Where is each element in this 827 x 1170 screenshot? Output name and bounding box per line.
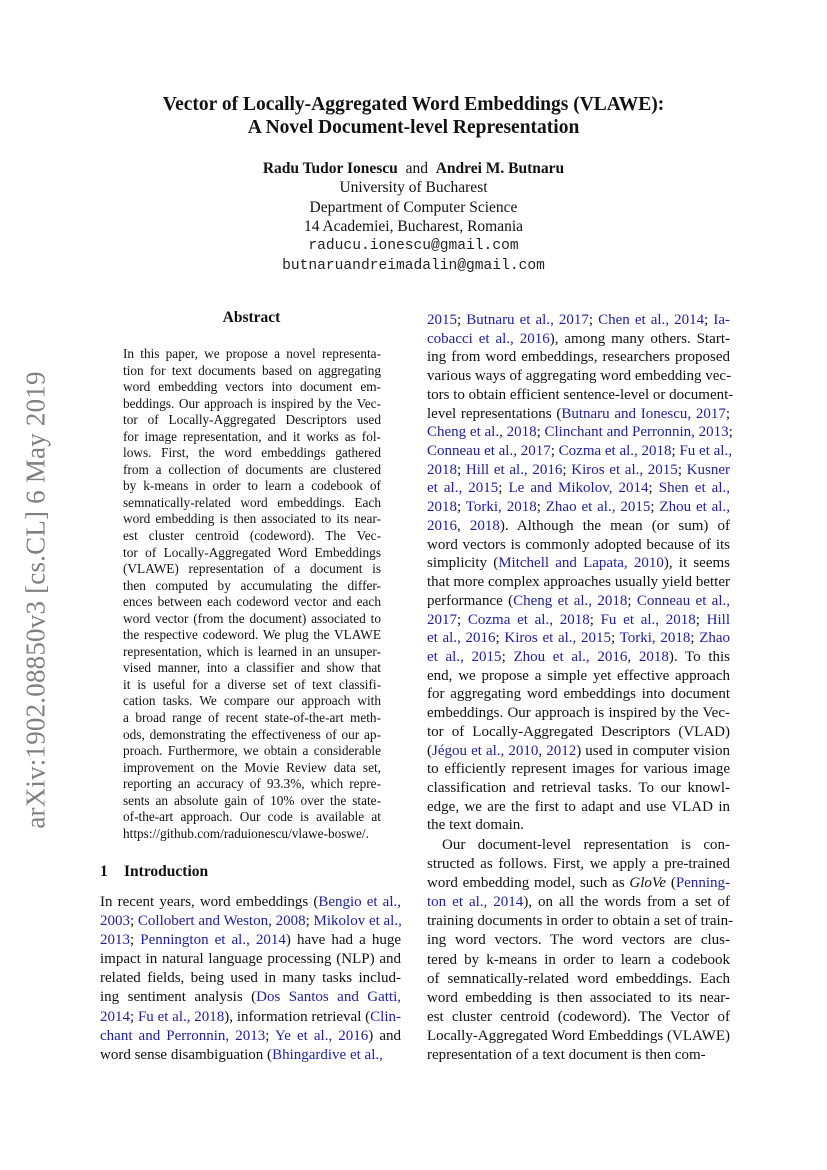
citation-link[interactable]: Conneau et al., 2017 bbox=[427, 443, 551, 460]
text-span: of semnatically-related word embeddings. Each bbox=[427, 970, 730, 987]
text-line bbox=[427, 536, 730, 555]
text-line bbox=[427, 554, 730, 573]
text-line bbox=[123, 396, 381, 413]
citation-link[interactable]: et al., 2015 bbox=[427, 648, 502, 665]
citation-link[interactable]: Ia- bbox=[713, 312, 731, 328]
author-list bbox=[0, 159, 827, 179]
text-span: https://github.com/raduionescu/vlawe-boswe/. bbox=[123, 825, 369, 841]
text-line bbox=[427, 836, 730, 855]
text-span: tors to obtain efficient sentence-level or document- bbox=[427, 386, 734, 403]
citation-link[interactable]: Clinchant and Perronnin, 2013 bbox=[544, 424, 729, 441]
text-line bbox=[100, 931, 401, 950]
text-line bbox=[427, 330, 730, 349]
text-span: ; bbox=[562, 461, 572, 478]
text-span: ; bbox=[495, 630, 505, 647]
text-line bbox=[123, 710, 381, 727]
citation-link[interactable]: Jégou et al., 2010 bbox=[432, 742, 539, 759]
text-line bbox=[123, 412, 381, 429]
citation-link[interactable]: 2017 bbox=[427, 611, 457, 628]
citation-link[interactable]: Ye et al., 2016 bbox=[274, 1027, 369, 1044]
citation-link[interactable]: 2018 bbox=[469, 517, 500, 534]
text-span: ), information retrieval ( bbox=[224, 1008, 371, 1025]
text-span: , bbox=[538, 742, 547, 759]
section-number: 1 bbox=[100, 863, 108, 880]
citation-link[interactable]: Mitchell and Lapata, 2010 bbox=[498, 555, 664, 572]
abstract-heading: Abstract bbox=[222, 309, 281, 326]
text-span: a broad range of recent state-of-the-art meth- bbox=[123, 710, 381, 726]
citation-link[interactable]: Cheng et al., 2018 bbox=[427, 424, 537, 441]
text-span: word embedding vectors into document em- bbox=[123, 379, 381, 395]
text-span: tor of Locally-Aggregated Descriptors (VLAD) bbox=[427, 723, 730, 740]
text-line bbox=[100, 950, 401, 969]
text-span: ; bbox=[536, 424, 545, 441]
text-line bbox=[100, 893, 401, 912]
text-span: it is useful for a diverse set of text classifi- bbox=[123, 676, 381, 692]
text-line bbox=[427, 479, 730, 498]
right-column-paragraph-2 bbox=[427, 836, 734, 1065]
text-span: ; bbox=[725, 405, 730, 422]
text-line bbox=[427, 816, 730, 835]
citation-link[interactable]: Kiros et al., 2015 bbox=[504, 630, 611, 647]
text-span: lows. First, the word embeddings gathered bbox=[123, 445, 381, 461]
text-span: semnatically-related word embeddings. Each bbox=[123, 494, 381, 510]
text-line bbox=[427, 461, 730, 480]
citation-link[interactable]: Zhao bbox=[699, 630, 731, 647]
text-span: In this paper, we propose a novel representa- bbox=[123, 346, 381, 361]
text-line bbox=[123, 445, 381, 462]
text-line bbox=[123, 677, 381, 694]
citation-link[interactable]: Fu et al., 2018 bbox=[600, 611, 696, 628]
citation-link[interactable]: 2003 bbox=[100, 913, 130, 930]
text-span: representation of a text document is then com- bbox=[427, 1047, 706, 1064]
text-line bbox=[427, 912, 734, 931]
text-span: edge, we are the first to adapt and use VLAD in bbox=[427, 798, 730, 815]
citation-link[interactable]: 2015 bbox=[427, 312, 457, 328]
text-line bbox=[427, 855, 730, 874]
text-line bbox=[100, 969, 401, 988]
citation-link[interactable]: et al., 2016 bbox=[427, 630, 496, 647]
text-span: ; bbox=[627, 592, 637, 609]
text-span: improvement on the Movie Review data set, bbox=[123, 759, 381, 775]
citation-link[interactable]: 2018 bbox=[427, 499, 457, 516]
text-line bbox=[100, 988, 401, 1007]
text-line bbox=[427, 311, 730, 330]
text-span: ; bbox=[457, 461, 466, 478]
right-column-paragraph-1 bbox=[427, 311, 734, 835]
text-span: ; bbox=[695, 611, 707, 628]
citation-link[interactable]: Kiros et al., 2015 bbox=[571, 461, 678, 478]
citation-link[interactable]: Chen et al., 2014 bbox=[598, 312, 705, 328]
text-span: ). Although the mean (or sum) of bbox=[499, 517, 730, 534]
text-span: ; bbox=[130, 1008, 138, 1025]
text-line bbox=[123, 644, 381, 661]
text-line bbox=[123, 611, 381, 628]
text-span: ). To this bbox=[668, 648, 730, 665]
text-line bbox=[427, 685, 730, 704]
affiliation-university: University of Bucharest bbox=[339, 179, 488, 196]
citation-link[interactable]: Conneau et al., bbox=[636, 592, 730, 609]
text-line bbox=[427, 423, 733, 442]
text-span: ; bbox=[671, 443, 680, 460]
text-line bbox=[427, 611, 730, 630]
citation-link[interactable]: 2016 bbox=[427, 517, 457, 534]
text-line bbox=[100, 912, 401, 931]
author-emails bbox=[0, 237, 827, 276]
text-line bbox=[427, 629, 730, 648]
text-line bbox=[427, 760, 730, 779]
citation-link[interactable]: Cheng et al., 2018 bbox=[513, 592, 628, 609]
text-line bbox=[123, 809, 381, 826]
citation-link[interactable]: Hill bbox=[706, 611, 730, 628]
text-line bbox=[123, 627, 381, 644]
text-line bbox=[123, 727, 381, 744]
text-line bbox=[427, 1008, 730, 1027]
text-line bbox=[427, 1027, 730, 1046]
text-line bbox=[100, 1046, 401, 1065]
text-line bbox=[123, 429, 381, 446]
text-span: (VLAWE) representation of a document is bbox=[123, 561, 381, 577]
text-span: ing word vectors. The word vectors are clus- bbox=[427, 932, 730, 949]
text-line bbox=[123, 346, 381, 363]
affiliation bbox=[0, 178, 827, 237]
text-span: tor of Locally-Aggregated Word Embeddings bbox=[123, 544, 381, 560]
citation-link[interactable]: Fu et al., bbox=[679, 443, 732, 460]
text-line bbox=[427, 573, 730, 592]
italic-term: GloVe bbox=[629, 875, 667, 892]
title-line-2: A Novel Document-level Representation bbox=[247, 117, 580, 138]
text-span: training documents in order to obtain a set of train- bbox=[427, 913, 734, 930]
text-line bbox=[427, 348, 730, 367]
text-line bbox=[123, 545, 381, 562]
text-span: ; bbox=[550, 443, 559, 460]
text-span: that more complex approaches usually yield better bbox=[427, 574, 730, 591]
text-span: , bbox=[457, 517, 470, 534]
citation-link[interactable]: 2012 bbox=[546, 742, 577, 759]
text-line bbox=[123, 660, 381, 677]
citation-link[interactable]: Shen et al., bbox=[658, 480, 730, 497]
citation-link[interactable]: Fu et al., 2018 bbox=[137, 1008, 225, 1025]
text-line bbox=[100, 1027, 401, 1046]
abstract-body bbox=[123, 346, 381, 842]
text-line bbox=[123, 693, 381, 710]
text-span: Locally-Aggregated Word Embeddings (VLAWE) bbox=[427, 1027, 730, 1044]
text-span: ; bbox=[677, 461, 687, 478]
citation-link[interactable]: Torki, 2018 bbox=[619, 630, 691, 647]
text-line bbox=[123, 363, 381, 380]
citation-link[interactable]: Zhou et al., bbox=[659, 499, 730, 516]
text-line bbox=[123, 760, 381, 777]
text-line bbox=[123, 478, 381, 495]
text-line bbox=[427, 592, 730, 611]
text-span: est cluster centroid (codeword). The Vec- bbox=[123, 528, 381, 544]
text-span: ), among many others. Start- bbox=[549, 330, 730, 347]
text-span: reporting an accuracy of 93.3%, which repre- bbox=[123, 776, 381, 792]
citation-link[interactable]: Bhingardive et al., bbox=[272, 1046, 383, 1063]
text-span: ; bbox=[305, 913, 314, 930]
email-address[interactable]: raducu.ionescu@gmail.com bbox=[308, 238, 519, 254]
author-name: Andrei M. Butnaru bbox=[435, 160, 565, 177]
citation-link[interactable]: Collobert and Weston, 2008 bbox=[137, 913, 306, 930]
section-title: Introduction bbox=[124, 863, 209, 880]
text-span: ; bbox=[611, 630, 620, 647]
text-span: beddings. Our approach is inspired by the Vec- bbox=[123, 395, 381, 411]
text-line bbox=[123, 594, 381, 611]
text-span: ; bbox=[690, 630, 700, 647]
text-line bbox=[100, 1008, 401, 1027]
text-span: ; bbox=[728, 424, 733, 441]
text-span: cation tasks. We compare our approach with bbox=[123, 693, 381, 709]
text-span: word sense disambiguation ( bbox=[100, 1046, 273, 1063]
text-line bbox=[427, 704, 730, 723]
text-span: for image representation, and it works as fol- bbox=[123, 428, 381, 444]
text-span: tion for text documents based on aggregating bbox=[123, 362, 381, 378]
text-span: from a collection of documents are clustered bbox=[123, 461, 381, 477]
text-span: ), on all the words from a set of bbox=[523, 894, 730, 911]
text-span: In recent years, word embeddings ( bbox=[100, 894, 319, 910]
text-span: ; bbox=[501, 648, 514, 665]
citation-link[interactable]: chant and Perronnin, 2013 bbox=[100, 1027, 266, 1044]
text-line bbox=[123, 578, 381, 595]
text-span: ; bbox=[265, 1027, 275, 1044]
text-span: sents an absolute gain of 10% over the state- bbox=[123, 792, 381, 808]
citation-link[interactable]: 2018 bbox=[427, 461, 457, 478]
text-span: by k-means in order to learn a codebook of bbox=[123, 478, 381, 494]
section-heading-introduction bbox=[100, 863, 208, 881]
text-span: ( bbox=[427, 742, 432, 759]
text-span: structed as follows. First, we apply a pre-trained bbox=[427, 856, 730, 873]
text-span: ods, demonstrating the effectiveness of our ap- bbox=[123, 726, 381, 742]
citation-link[interactable]: Le and Mikolov, 2014 bbox=[508, 480, 649, 497]
text-line bbox=[123, 462, 381, 479]
author-conjunction: and bbox=[405, 160, 428, 177]
text-line bbox=[123, 561, 381, 578]
citation-link[interactable]: 2013 bbox=[100, 932, 130, 949]
text-line bbox=[427, 798, 730, 817]
text-line bbox=[427, 874, 730, 893]
text-span: ; bbox=[498, 480, 509, 497]
text-line bbox=[427, 723, 730, 742]
text-line bbox=[427, 989, 730, 1008]
text-line bbox=[427, 779, 730, 798]
citation-link[interactable]: Pennington et al., 2014 bbox=[140, 932, 286, 949]
text-span: Our document-level representation is con- bbox=[442, 837, 730, 853]
text-span: , bbox=[627, 648, 639, 665]
text-span: word embedding is then associated to its near- bbox=[427, 989, 730, 1006]
text-span: vised manner, into a classifier and show that bbox=[123, 660, 381, 676]
text-span: ) and bbox=[368, 1027, 401, 1044]
text-span: classification and retrieval tasks. To our knowl- bbox=[427, 779, 730, 796]
citation-link[interactable]: Butnaru et al., 2017 bbox=[466, 312, 589, 328]
text-span: ; bbox=[588, 312, 599, 328]
text-line bbox=[427, 405, 730, 424]
text-span: ing from word embeddings, researchers proposed bbox=[427, 349, 730, 366]
text-line bbox=[123, 793, 381, 810]
text-line bbox=[427, 367, 730, 386]
text-line bbox=[427, 498, 730, 517]
text-span: ; bbox=[648, 480, 659, 497]
paper-title bbox=[0, 93, 827, 139]
citation-link[interactable]: Cozma et al., 2018 bbox=[558, 443, 672, 460]
text-line bbox=[123, 495, 381, 512]
text-span: ing sentiment analysis ( bbox=[100, 989, 257, 1006]
text-span: proach. Furthermore, we obtain a considerable bbox=[123, 743, 381, 759]
citation-link[interactable]: 2018 bbox=[638, 648, 669, 665]
text-line bbox=[427, 386, 734, 405]
text-line bbox=[427, 951, 730, 970]
text-span: tor of Locally-Aggregated Descriptors used bbox=[123, 412, 381, 428]
text-span: representation, which is learned in an unsuper- bbox=[123, 643, 381, 659]
text-span: ; bbox=[457, 312, 467, 328]
text-span: performance ( bbox=[427, 592, 514, 609]
text-span: ; bbox=[130, 913, 138, 930]
text-line bbox=[427, 970, 730, 989]
text-span: of-the-art approach. Our code is available at bbox=[123, 809, 381, 825]
text-line bbox=[427, 517, 730, 536]
text-span: ) have had a huge bbox=[285, 932, 401, 949]
citation-link[interactable]: Bengio et al., bbox=[318, 894, 402, 910]
text-span: for aggregating word embeddings into document bbox=[427, 686, 730, 703]
citation-link[interactable]: 2014 bbox=[100, 1008, 130, 1025]
citation-link[interactable]: Zhou et al., 2016 bbox=[513, 648, 628, 665]
text-span: various ways of aggregating word embedding vec- bbox=[427, 368, 732, 385]
email-address[interactable]: butnaruandreimadalin@gmail.com bbox=[282, 257, 545, 274]
text-line bbox=[427, 1046, 730, 1065]
citation-link[interactable]: Clin- bbox=[370, 1008, 402, 1025]
text-span: ), it seems bbox=[663, 555, 730, 572]
text-span: simplicity ( bbox=[427, 555, 499, 572]
text-span: ; bbox=[536, 499, 546, 516]
text-line bbox=[427, 648, 730, 667]
text-span: word vectors is commonly adopted because of its bbox=[427, 536, 730, 553]
citation-link[interactable]: Torki, 2018 bbox=[465, 499, 537, 516]
text-span: tered by k-means in order to learn a codebook bbox=[427, 951, 730, 968]
text-span: ; bbox=[457, 499, 466, 516]
citation-link[interactable]: Butnaru and Ionescu, 2017 bbox=[561, 405, 726, 422]
text-line bbox=[123, 379, 381, 396]
title-line-1: Vector of Locally-Aggregated Word Embeddings (VLAWE): bbox=[162, 94, 665, 115]
citation-link[interactable]: Hill et al., 2016 bbox=[465, 461, 563, 478]
arxiv-identifier-stamp: arXiv:1902.08850v3 [cs.CL] 6 May 2019 bbox=[20, 371, 51, 829]
citation-link[interactable]: cobacci et al., 2016 bbox=[427, 330, 550, 347]
text-line bbox=[123, 511, 381, 528]
text-span: ; bbox=[704, 312, 714, 328]
text-span: ) used in computer vision bbox=[576, 742, 730, 759]
affiliation-address: 14 Academiei, Bucharest, Romania bbox=[303, 218, 524, 236]
text-span: word vector (from the document) associated to bbox=[123, 610, 381, 626]
text-span: to efficiently represent images for various image bbox=[427, 761, 730, 778]
text-span: embeddings. Our approach is inspired by the Vec- bbox=[427, 705, 730, 722]
text-line bbox=[427, 742, 730, 761]
text-span: word embedding is then associated to its near- bbox=[123, 511, 381, 527]
author-name: Radu Tudor Ionescu bbox=[262, 160, 398, 177]
text-line bbox=[123, 743, 381, 760]
text-span: ( bbox=[666, 875, 676, 892]
affiliation-department: Department of Computer Science bbox=[309, 198, 518, 216]
citation-link[interactable]: Cozma et al., 2018 bbox=[467, 611, 590, 628]
citation-link[interactable]: ton et al., 2014 bbox=[427, 894, 524, 911]
text-line bbox=[427, 442, 730, 461]
text-line bbox=[427, 667, 730, 686]
text-line bbox=[427, 931, 730, 950]
text-span: ; bbox=[457, 611, 468, 628]
text-line bbox=[427, 893, 730, 912]
text-span: ; bbox=[650, 499, 660, 516]
citation-link[interactable]: Dos Santos and Gatti, bbox=[256, 989, 402, 1006]
text-span: the text domain. bbox=[427, 817, 525, 834]
citation-link[interactable]: Mikolov et al., bbox=[313, 913, 402, 930]
text-line bbox=[123, 528, 381, 545]
text-line bbox=[123, 776, 381, 793]
text-span: ; bbox=[130, 932, 141, 949]
text-span: ences between each codeword vector and each bbox=[123, 594, 381, 610]
text-span: related fields, being used in many tasks includ- bbox=[100, 970, 401, 987]
citation-link[interactable]: Zhao et al., 2015 bbox=[545, 499, 651, 516]
text-span: impact in natural language processing (NLP) and bbox=[100, 951, 401, 968]
text-line bbox=[123, 826, 381, 843]
text-span: level representations ( bbox=[427, 405, 562, 422]
text-span: word embedding model, such as bbox=[427, 875, 630, 892]
introduction-paragraph bbox=[100, 893, 401, 1065]
citation-link[interactable]: Penning- bbox=[675, 875, 731, 892]
citation-link[interactable]: et al., 2015 bbox=[427, 480, 499, 497]
text-span: end, we propose a simple yet effective approach bbox=[427, 667, 730, 684]
text-span: then computed by accumulating the differ- bbox=[123, 577, 381, 593]
text-span: est cluster centroid (codeword). The Vector of bbox=[427, 1008, 730, 1025]
text-span: the respective codeword. We plug the VLAWE bbox=[123, 627, 381, 643]
citation-link[interactable]: Kusner bbox=[686, 461, 730, 478]
text-span: ; bbox=[589, 611, 601, 628]
